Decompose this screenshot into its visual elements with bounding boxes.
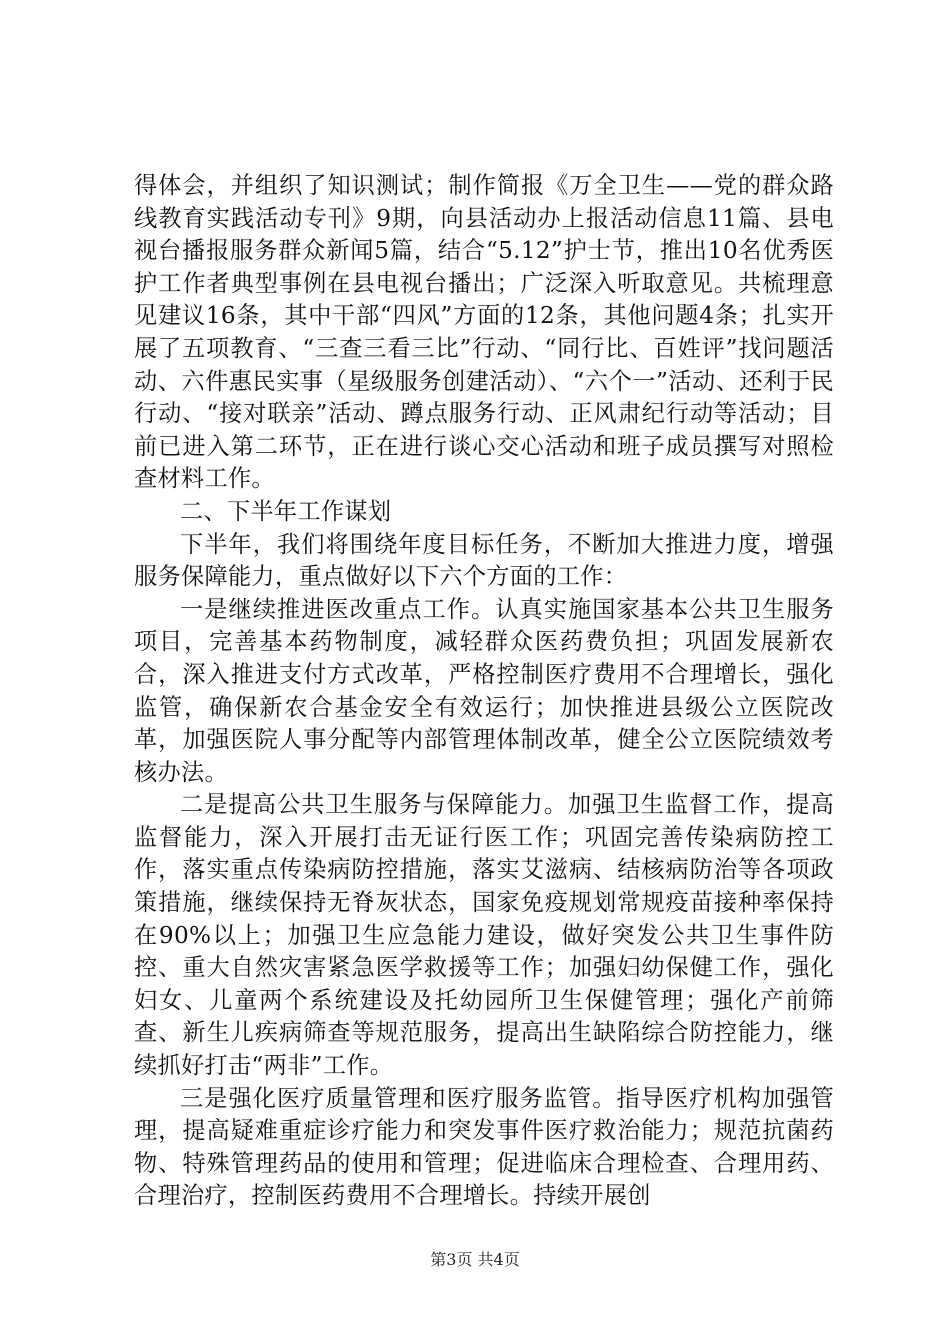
section-heading-second-half-plan: 二、下半年工作谋划 — [180, 497, 392, 525]
paragraph-item-two: 二是提高公共卫生服务与保障能力。加强卫生监督工作，提高监督能力，深入开展打击无证行医工作；巩固完善传染病防控工作，落实重点传染病防控措施，落实艾滋病、结核病防治等各项政策措施，继续保持无脊灰状态，国家免疫规划常规疫苗接种率保持在90%以上；加强卫生应急能力建设，做好突发公共卫生事件防控、重大自然灾害紧急医学救援等工作；加强妇幼保健工作，强化妇女、儿童两个系统建设及托幼园所卫生保健管理；强化产前筛查、新生儿疾病筛查等规范服务，提高出生缺陷综合防控能力，继续抓好打击“两非”工作。 — [134, 791, 834, 1080]
paragraph-1: 得体会，并组织了知识测试；制作简报《万全卫生——党的群众路线教育实践活动专刊》9期，向县活动办上报活动信息11篇、县电视台播报服务群众新闻5篇，结合“5.12”护士节，推出10名优秀医护工作者典型事例在县电视台播出；广泛深入听取意见。共梳理意见建议16条，其中干部“四风”方面的12条，其他问题4条；扎实开展了五项教育、“三查三看三比”行动、“同行比、百姓评”找问题活动、六件惠民实事（星级服务创建活动）、“六个一”活动、还利于民行动、“接对联亲”活动、蹲点服务行动、正风肃纪行动等活动；目前已进入第二环节，正在进行谈心交心活动和班子成员撰写对照检查材料工作。 — [134, 172, 834, 493]
paragraph-intro-second-half: 下半年，我们将围绕年度目标任务，不断加大推进力度，增强服务保障能力，重点做好以下六个方面的工作： — [134, 530, 834, 591]
paragraph-item-one: 一是继续推进医改重点工作。认真实施国家基本公共卫生服务项目，完善基本药物制度，减轻群众医药费负担；巩固发展新农合，深入推进支付方式改革，严格控制医疗费用不合理增长，强化监管，确保新农合基金安全有效运行；加快推进县级公立医院改革，加强医院人事分配等内部管理体制改革，健全公立医院绩效考核办法。 — [134, 595, 834, 786]
paragraph-item-three: 三是强化医疗质量管理和医疗服务监管。指导医疗机构加强管理，提高疑难重症诊疗能力和突发事件医疗救治能力；规范抗菌药物、特殊管理药品的使用和管理；促进临床合理检查、合理用药、合理治疗，控制医药费用不合理增长。持续开展创 — [134, 1084, 834, 1210]
page-number-footer: 第3页 共4页 — [430, 1250, 520, 1269]
document-body — [134, 170, 834, 1213]
